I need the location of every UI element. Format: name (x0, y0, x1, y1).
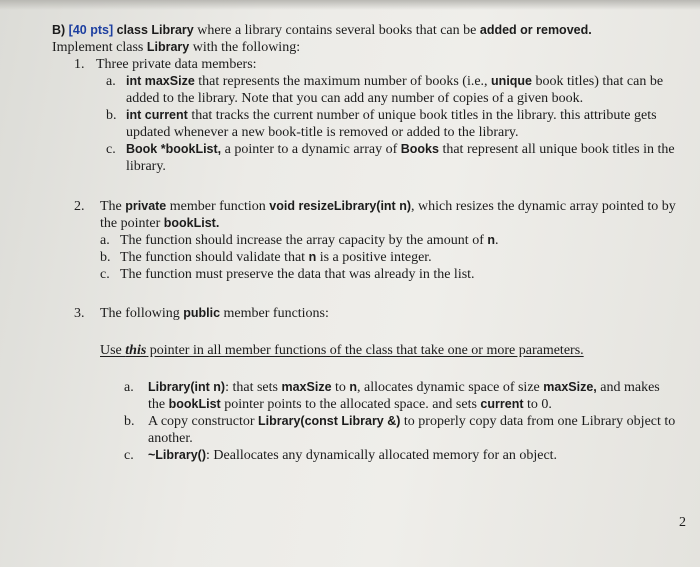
copy-constructor-keyword: Library(const Library &) (258, 414, 401, 428)
constructor-keyword: Library(int n) (148, 380, 226, 394)
current-keyword: int current (126, 108, 188, 122)
class-keyword: class Library (116, 23, 194, 37)
added-removed-text: added or removed. (479, 23, 592, 37)
heading-line-2: Implement class Library with the following: (52, 40, 301, 55)
item-2b: b. The function should validate that n is a positive integer. (100, 250, 432, 265)
maxsize-keyword: int maxSize (126, 74, 195, 88)
item-2a: a. The function should increase the array capacity by the amount of n. (100, 233, 499, 248)
booklist-keyword: Book *bookList, (126, 142, 222, 156)
item-1b: b. int current that tracks the current number of unique book titles in the library. this attribute gets updated whenever a new book-title is removed or added to the library. (106, 108, 657, 140)
points-label: [40 pts] (68, 23, 117, 37)
item-2: 2. The private member function void resizeLibrary(int n), which resizes the dynamic array pointed to by the pointer bookList. (74, 199, 676, 231)
item-3c: c. ~Library(): Deallocates any dynamically allocated memory for an object. (124, 448, 558, 463)
page-number: 2 (679, 515, 686, 530)
item-3b: b. A copy constructor Library(const Library &) to properly copy data from one Library object to another. (124, 414, 676, 446)
item-3: 3. The following public member functions: (74, 306, 329, 321)
item-1-title: Three private data members: (96, 57, 257, 72)
item-1: 1. Three private data members: (74, 56, 680, 73)
library-keyword: Library (146, 40, 190, 54)
part-label: B) (52, 23, 69, 37)
resize-function: void resizeLibrary(int n) (269, 199, 411, 213)
this-pointer-note: Use this pointer in all member functions of the class that take one or more parameters. (100, 343, 584, 358)
item-3a: a. Library(int n): that sets maxSize to n, allocates dynamic space of size maxSize, and makes the bookList pointer points to the allocated space. and sets current to 0. (124, 380, 660, 412)
item-1a: a. int maxSize that represents the maximum number of books (i.e., unique book titles) that can be added to the library. Note that you can add any number of copies of a given book. (106, 74, 664, 106)
heading-text: where a library contains several books that can be (193, 23, 480, 38)
destructor-keyword: ~Library() (148, 448, 207, 462)
page-top-shadow (0, 0, 700, 10)
item-2c: c. The function must preserve the data that was already in the list. (100, 267, 475, 282)
question-heading (52, 22, 680, 39)
item-1c: c. Book *bookList, a pointer to a dynamic array of Books that represent all unique book titles in the library. (106, 142, 675, 174)
